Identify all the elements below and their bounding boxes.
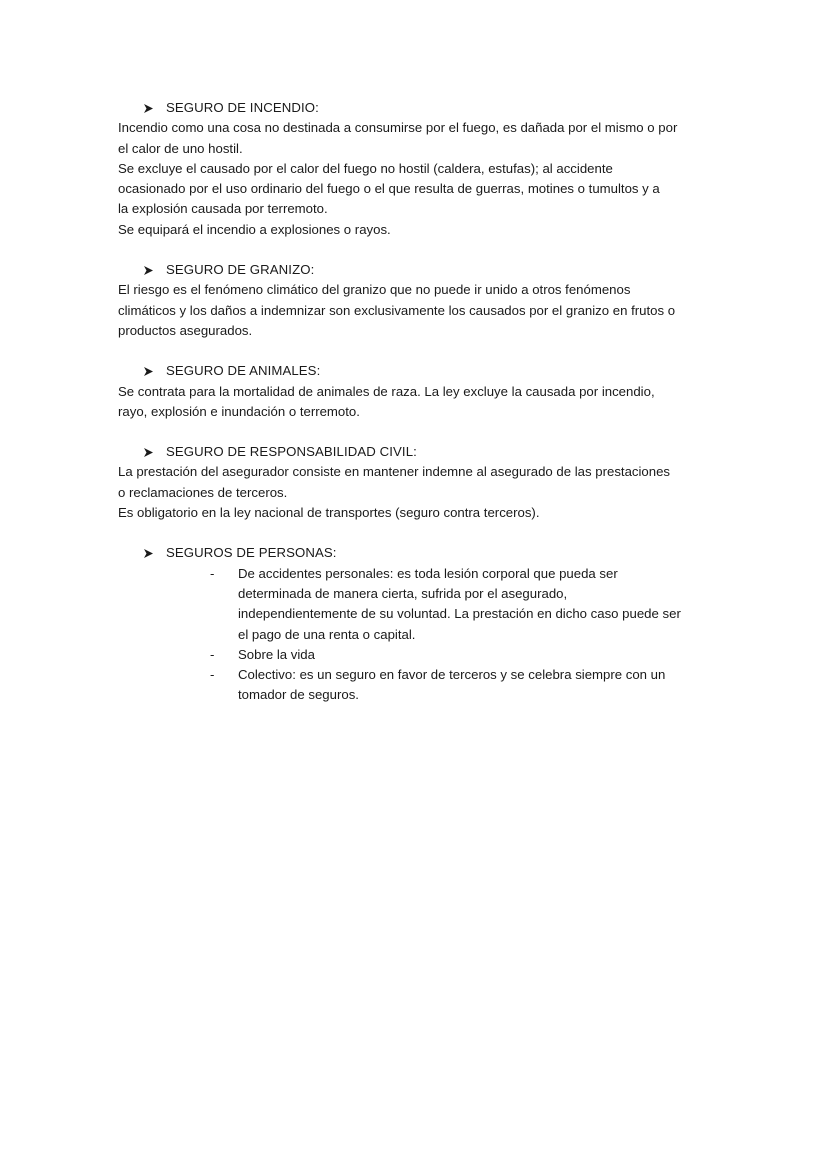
paragraph-line: rayo, explosión e inundación o terremoto. (118, 403, 360, 419)
section-heading (118, 361, 718, 381)
section-heading (118, 260, 718, 280)
paragraph-line: climáticos y los daños a indemnizar son exclusivamente los causados por el granizo en frutos o (118, 302, 676, 318)
arrow-bullet-icon (143, 447, 154, 458)
paragraph-line: la explosión causada por terremoto. (118, 201, 328, 217)
paragraph-line: Es obligatorio en la ley nacional de transportes (seguro contra terceros). (118, 505, 540, 521)
list-item-line: independientemente de su voluntad. La prestación en dicho caso puede ser (238, 606, 681, 622)
document-content (118, 98, 718, 726)
arrow-bullet-icon (143, 265, 154, 276)
section-seguros-personas (118, 543, 718, 705)
arrow-bullet-icon (143, 548, 154, 559)
section-seguro-animales (118, 361, 718, 422)
personas-sublist (118, 564, 718, 706)
paragraph-line: La prestación del asegurador consiste en mantener indemne al asegurado de las prestaciones (118, 464, 671, 480)
arrow-bullet-icon (143, 103, 154, 114)
section-seguro-incendio (118, 98, 718, 240)
paragraph-line: productos asegurados. (118, 322, 253, 338)
paragraph-line: Se contrata para la mortalidad de animales de raza. La ley excluye la causada por incendio, (118, 383, 655, 399)
dash-bullet: - (210, 565, 215, 581)
list-item-line: Colectivo: es un seguro en favor de terceros y se celebra siempre con un (238, 667, 666, 683)
section-heading-text: SEGURO DE ANIMALES: (166, 363, 321, 379)
dash-bullet: - (210, 646, 215, 662)
list-item (118, 665, 718, 706)
list-item-line: Sobre la vida (238, 646, 315, 662)
paragraph-line: el calor de uno hostil. (118, 140, 243, 156)
section-seguro-responsabilidad-civil (118, 442, 718, 523)
list-item (118, 645, 718, 665)
paragraph-line: Incendio como una cosa no destinada a consumirse por el fuego, es dañada por el mismo o por (118, 120, 678, 136)
list-item-line: determinada de manera cierta, sufrida por el asegurado, (238, 585, 568, 601)
paragraph-line: o reclamaciones de terceros. (118, 484, 288, 500)
arrow-bullet-icon (143, 366, 154, 377)
section-heading-text: SEGUROS DE PERSONAS: (166, 545, 337, 561)
section-heading-text: SEGURO DE INCENDIO: (166, 100, 319, 115)
list-item-line: tomador de seguros. (238, 687, 359, 703)
dash-bullet: - (210, 667, 215, 683)
list-item (118, 564, 718, 645)
section-heading (118, 98, 718, 118)
paragraph-line: Se excluye el causado por el calor del fuego no hostil (caldera, estufas); al accidente (118, 160, 613, 176)
paragraph-line: Se equipará el incendio a explosiones o rayos. (118, 221, 391, 237)
list-item-line: De accidentes personales: es toda lesión corporal que pueda ser (238, 565, 618, 581)
section-heading-text: SEGURO DE RESPONSABILIDAD CIVIL: (166, 444, 417, 460)
section-seguro-granizo (118, 260, 718, 341)
section-heading (118, 543, 718, 563)
paragraph-line: El riesgo es el fenómeno climático del granizo que no puede ir unido a otros fenómenos (118, 282, 631, 298)
paragraph-line: ocasionado por el uso ordinario del fuego o el que resulta de guerras, motines o tumultos y a (118, 181, 660, 197)
section-heading (118, 442, 718, 462)
list-item-line: el pago de una renta o capital. (238, 626, 416, 642)
section-heading-text: SEGURO DE GRANIZO: (166, 262, 315, 278)
